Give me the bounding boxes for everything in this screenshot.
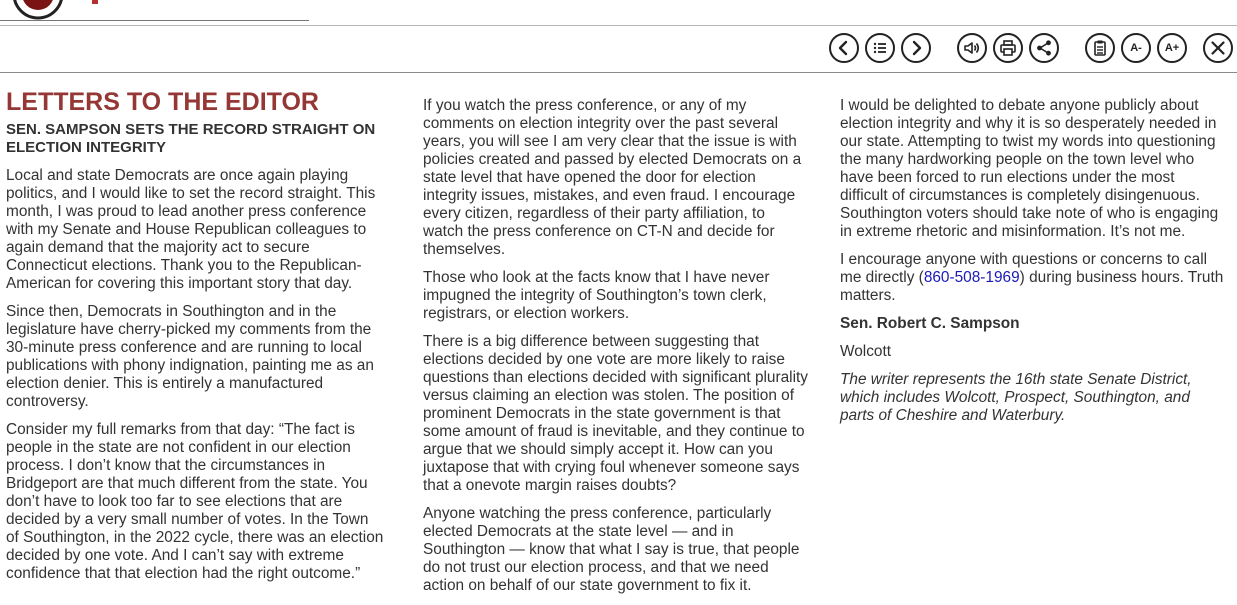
- font-increase-label: A+: [1164, 42, 1180, 54]
- chevron-left-icon: [835, 39, 853, 57]
- font-increase-button[interactable]: [1157, 33, 1187, 63]
- previous-button[interactable]: [829, 33, 859, 63]
- logo-emblem-icon: [0, 0, 309, 20]
- article-paragraph: I would be delighted to debate anyone publicly about election integrity and why it is so desperately needed in our state. Attempting to twist my words into questioning the many hardworking people on the town level who have been forced to run elections under the most difficult of circumstances is completely disingenuous. Southington voters should take note of who is engaging in extreme rhetoric and misinformation. It’s not me.: [840, 97, 1219, 240]
- clipboard-icon: [1091, 39, 1109, 57]
- article-column-3: [840, 97, 1226, 435]
- section-title: LETTERS TO THE EDITOR: [6, 88, 319, 116]
- article-column-1: [6, 84, 384, 593]
- article-column-2: [423, 97, 809, 605]
- share-button[interactable]: [1029, 33, 1059, 63]
- article-paragraph: Consider my full remarks from that day: “The fact is people in the state are not confident in our election process. I don’t know that the circumstances in Bridgeport are that much different from the state. You don’t have to look too far to see elections that are decided by a very small number of votes. In the Town of Southington, in the 2022 cycle, there was an election decided by one vote. And I can’t say with extreme confidence that that election had the right outcome.”: [6, 421, 384, 582]
- phone-link[interactable]: 860-508-1969: [923, 269, 1020, 286]
- chevron-right-icon: [907, 39, 925, 57]
- site-header: [0, 0, 1237, 26]
- toolbar-divider: [0, 72, 1237, 73]
- contact-text-before: I encourage anyone with questions or concerns to call me directly (: [840, 251, 1208, 286]
- article-paragraph: Those who look at the facts know that I have never impugned the integrity of Southington’s town clerk, registrars, or election workers.: [423, 269, 770, 322]
- author-signature: Sen. Robert C. Sampson: [840, 315, 1020, 332]
- close-icon: [1209, 39, 1227, 57]
- author-town: Wolcott: [840, 343, 892, 360]
- share-icon: [1035, 39, 1053, 57]
- article-paragraph: There is a big difference between suggesting that elections decided by one vote are more likely to raise questions than elections decided with significant plurality versus claiming an election was stolen. The position of prominent Democrats in the state government is that some amount of fraud is inevitable, and they continue to argue that we should simply accept it. How can you juxtapose that with crying foul whenever someone says that a onevote margin raises doubts?: [423, 333, 808, 494]
- print-button[interactable]: [993, 33, 1023, 63]
- article-toolbar: [0, 26, 1237, 72]
- contact-text-after: ) during business hours. Truth matters.: [840, 269, 1224, 304]
- author-note: The writer represents the 16th state Senate District, which includes Wolcott, Prospect, Southington, and parts of Cheshire and Waterbury.: [840, 371, 1192, 424]
- audio-button[interactable]: [957, 33, 987, 63]
- font-decrease-label: A-: [1130, 42, 1142, 54]
- article-paragraph: Local and state Democrats are once again playing politics, and I would like to set the record straight. This month, I was proud to lead another press conference with my Senate and House Republican colleagues to again demand that the majority act to secure Connecticut elections. Thank you to the Republican- American for covering this important story that day.: [6, 167, 376, 292]
- article-paragraph: Anyone watching the press conference, particularly elected Democrats at the state level — and in Southington — know that what I say is true, that people do not trust our election process, and that we need action on behalf of our state government to fix it.: [423, 505, 800, 594]
- speaker-icon: [963, 39, 981, 57]
- clipboard-button[interactable]: [1085, 33, 1115, 63]
- contact-paragraph: [840, 251, 1226, 305]
- masthead-logo: [0, 0, 309, 21]
- list-icon: [871, 39, 889, 57]
- font-decrease-button[interactable]: [1121, 33, 1151, 63]
- list-button[interactable]: [865, 33, 895, 63]
- article-paragraph: Since then, Democrats in Southington and in the legislature have cherry-picked my comments from the 30-minute press conference and are running to local publications with phony indignation, painting me as an election denier. This is entirely a manufactured controversy.: [6, 303, 374, 410]
- article-paragraph: If you watch the press conference, or any of my comments on election integrity over the past several years, you will see I am very clear that the issue is with policies created and passed by elected Democrats on a state level that have opened the door for election integrity issues, mistakes, and even fraud. I encourage every citizen, regardless of their party affiliation, to watch the press conference on CT-N and decide for themselves.: [423, 97, 802, 258]
- printer-icon: [999, 39, 1017, 57]
- next-button[interactable]: [901, 33, 931, 63]
- article-headline: SEN. SAMPSON SETS THE RECORD STRAIGHT ON ELECTION INTEGRITY: [6, 121, 376, 156]
- close-button[interactable]: [1203, 33, 1233, 63]
